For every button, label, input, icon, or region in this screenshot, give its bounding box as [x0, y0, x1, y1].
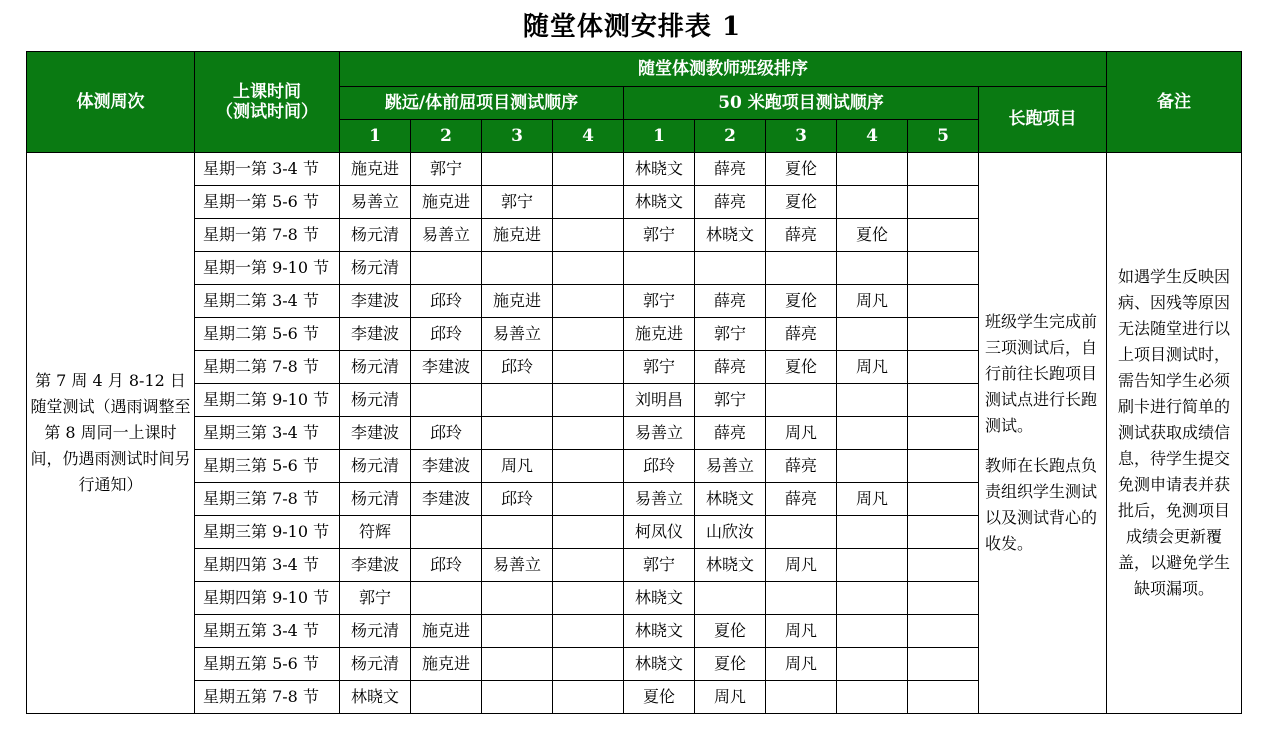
run-cell: 夏伦: [766, 186, 837, 219]
jump-cell: 杨元清: [340, 252, 411, 285]
run-cell: 山欣汝: [695, 516, 766, 549]
run-cell: 周凡: [695, 681, 766, 714]
jump-cell: 杨元清: [340, 483, 411, 516]
jump-cell: 郭宁: [411, 153, 482, 186]
run-cell: 薛亮: [766, 483, 837, 516]
header-jump: 跳远/体前屈项目测试顺序: [340, 87, 624, 120]
run-cell: 林晓文: [624, 615, 695, 648]
header-time-line2: （测试时间）: [216, 102, 318, 122]
run-cell: [837, 516, 908, 549]
header-jump-col-2: 2: [411, 120, 482, 153]
jump-cell: [411, 252, 482, 285]
jump-cell: 李建波: [340, 318, 411, 351]
run-cell: 夏伦: [695, 648, 766, 681]
header-time: [195, 52, 340, 153]
header-run-col-1: 1: [624, 120, 695, 153]
run-cell: 周凡: [766, 615, 837, 648]
run-cell: 林晓文: [624, 186, 695, 219]
jump-cell: 杨元清: [340, 384, 411, 417]
jump-cell: [482, 615, 553, 648]
run-cell: [908, 186, 979, 219]
jump-cell: [411, 582, 482, 615]
jump-cell: [411, 681, 482, 714]
table-row: [27, 153, 1242, 186]
header-longrun: 长跑项目: [979, 87, 1107, 153]
run-cell: 周凡: [837, 483, 908, 516]
run-cell: [766, 582, 837, 615]
header-jump-col-4: 4: [553, 120, 624, 153]
jump-cell: [553, 285, 624, 318]
run-cell: 林晓文: [624, 582, 695, 615]
time-cell: 星期三第 7-8 节: [195, 483, 340, 516]
jump-cell: [553, 483, 624, 516]
run-cell: 郭宁: [624, 285, 695, 318]
run-cell: 郭宁: [695, 384, 766, 417]
jump-cell: 邱玲: [482, 483, 553, 516]
header-run-col-5: 5: [908, 120, 979, 153]
time-cell: 星期四第 3-4 节: [195, 549, 340, 582]
run-cell: 夏伦: [766, 285, 837, 318]
jump-cell: [553, 318, 624, 351]
time-cell: 星期三第 3-4 节: [195, 417, 340, 450]
run-cell: 周凡: [837, 285, 908, 318]
run-cell: 郭宁: [624, 219, 695, 252]
run-cell: [837, 648, 908, 681]
jump-cell: [553, 219, 624, 252]
run-cell: 夏伦: [695, 615, 766, 648]
time-cell: 星期一第 3-4 节: [195, 153, 340, 186]
run-cell: [837, 384, 908, 417]
run-cell: 郭宁: [624, 549, 695, 582]
run-cell: [908, 351, 979, 384]
run-cell: 周凡: [766, 648, 837, 681]
run-cell: [695, 252, 766, 285]
jump-cell: [482, 384, 553, 417]
jump-cell: 林晓文: [340, 681, 411, 714]
run-cell: 郭宁: [624, 351, 695, 384]
run-cell: 刘明昌: [624, 384, 695, 417]
jump-cell: [482, 681, 553, 714]
jump-cell: [553, 648, 624, 681]
jump-cell: [553, 186, 624, 219]
jump-cell: 易善立: [482, 318, 553, 351]
run-cell: 林晓文: [695, 219, 766, 252]
jump-cell: [482, 153, 553, 186]
run-cell: [908, 483, 979, 516]
run-cell: 薛亮: [695, 351, 766, 384]
run-cell: [908, 417, 979, 450]
run-cell: 周凡: [766, 417, 837, 450]
run-cell: 易善立: [624, 417, 695, 450]
run-cell: [837, 153, 908, 186]
run-cell: 周凡: [837, 351, 908, 384]
run-cell: [908, 582, 979, 615]
run-cell: [908, 252, 979, 285]
run-cell: 夏伦: [837, 219, 908, 252]
run-cell: 林晓文: [695, 549, 766, 582]
jump-cell: 李建波: [340, 285, 411, 318]
run-cell: [908, 648, 979, 681]
page-title: 随堂体测安排表 1: [522, 12, 742, 42]
jump-cell: [553, 681, 624, 714]
jump-cell: 杨元清: [340, 450, 411, 483]
jump-cell: 施克进: [411, 186, 482, 219]
header-run-col-4: 4: [837, 120, 908, 153]
header-run-col-2: 2: [695, 120, 766, 153]
jump-cell: 杨元清: [340, 219, 411, 252]
time-cell: 星期五第 3-4 节: [195, 615, 340, 648]
run-cell: 薛亮: [695, 285, 766, 318]
jump-cell: [553, 516, 624, 549]
run-cell: [908, 516, 979, 549]
run-cell: 易善立: [695, 450, 766, 483]
jump-cell: 施克进: [482, 285, 553, 318]
jump-cell: 施克进: [411, 648, 482, 681]
jump-cell: [553, 252, 624, 285]
run-cell: 郭宁: [695, 318, 766, 351]
jump-cell: [553, 153, 624, 186]
time-cell: 星期一第 5-6 节: [195, 186, 340, 219]
jump-cell: [482, 417, 553, 450]
jump-cell: [553, 384, 624, 417]
time-cell: 星期五第 5-6 节: [195, 648, 340, 681]
run-cell: 薛亮: [766, 450, 837, 483]
run-cell: 周凡: [766, 549, 837, 582]
jump-cell: [553, 549, 624, 582]
run-cell: [908, 219, 979, 252]
jump-cell: 郭宁: [482, 186, 553, 219]
run-cell: [908, 681, 979, 714]
header-jump-col-1: 1: [340, 120, 411, 153]
jump-cell: 易善立: [482, 549, 553, 582]
run-cell: 薛亮: [695, 186, 766, 219]
jump-cell: [411, 384, 482, 417]
jump-cell: 郭宁: [340, 582, 411, 615]
time-cell: 星期二第 7-8 节: [195, 351, 340, 384]
jump-cell: 邱玲: [411, 285, 482, 318]
jump-cell: [411, 516, 482, 549]
run-cell: 薛亮: [766, 318, 837, 351]
run-cell: 林晓文: [624, 153, 695, 186]
jump-cell: 李建波: [411, 351, 482, 384]
jump-cell: 邱玲: [411, 549, 482, 582]
run-cell: [766, 516, 837, 549]
run-cell: [624, 252, 695, 285]
run-cell: 夏伦: [766, 351, 837, 384]
run-cell: [766, 252, 837, 285]
time-cell: 星期二第 9-10 节: [195, 384, 340, 417]
run-cell: [908, 549, 979, 582]
time-cell: 星期五第 7-8 节: [195, 681, 340, 714]
jump-cell: 邱玲: [411, 318, 482, 351]
run-cell: 易善立: [624, 483, 695, 516]
time-cell: 星期三第 9-10 节: [195, 516, 340, 549]
jump-cell: 易善立: [411, 219, 482, 252]
time-cell: 星期一第 9-10 节: [195, 252, 340, 285]
remark-cell: 如遇学生反映因病、因残等原因无法随堂进行以上项目测试时，需告知学生必须刷卡进行简单的测试获取成绩信息，待学生提交免测申请表并获批后，免测项目成绩会更新覆盖，以避免学生缺项漏项。: [1107, 153, 1242, 714]
run-cell: [837, 615, 908, 648]
run-cell: 施克进: [624, 318, 695, 351]
run-cell: [837, 186, 908, 219]
run-cell: 林晓文: [695, 483, 766, 516]
longrun-paragraph-2: 教师在长跑点负责组织学生测试以及测试背心的收发。: [985, 456, 1098, 553]
header-remark: 备注: [1107, 52, 1242, 153]
jump-cell: 李建波: [411, 483, 482, 516]
run-cell: [837, 582, 908, 615]
run-cell: 薛亮: [695, 153, 766, 186]
jump-cell: 邱玲: [411, 417, 482, 450]
jump-cell: [553, 417, 624, 450]
header-jump-col-3: 3: [482, 120, 553, 153]
jump-cell: [482, 648, 553, 681]
jump-cell: 杨元清: [340, 615, 411, 648]
longrun-paragraph-1: 班级学生完成前三项测试后，自行前往长跑项目测试点进行长跑测试。: [985, 312, 1098, 435]
time-cell: 星期二第 3-4 节: [195, 285, 340, 318]
jump-cell: [553, 582, 624, 615]
header-run-col-3: 3: [766, 120, 837, 153]
time-cell: 星期二第 5-6 节: [195, 318, 340, 351]
run-cell: [908, 615, 979, 648]
run-cell: [908, 384, 979, 417]
run-cell: 夏伦: [766, 153, 837, 186]
longrun-cell: [979, 153, 1107, 714]
jump-cell: [553, 450, 624, 483]
jump-cell: 李建波: [340, 417, 411, 450]
header-teacher-order: 随堂体测教师班级排序: [340, 52, 1107, 87]
run-cell: 薛亮: [695, 417, 766, 450]
schedule-table: [26, 51, 1242, 714]
jump-cell: [482, 582, 553, 615]
run-cell: [908, 285, 979, 318]
header-week: 体测周次: [27, 52, 195, 153]
time-cell: 星期三第 5-6 节: [195, 450, 340, 483]
run-cell: [766, 681, 837, 714]
header-run50: 50 米跑项目测试顺序: [624, 87, 979, 120]
jump-cell: 杨元清: [340, 648, 411, 681]
run-cell: [837, 417, 908, 450]
jump-cell: 邱玲: [482, 351, 553, 384]
jump-cell: 李建波: [340, 549, 411, 582]
run-cell: [837, 318, 908, 351]
header-time-line1: 上课时间: [233, 81, 301, 102]
schedule-body: [27, 153, 1242, 714]
run-cell: 夏伦: [624, 681, 695, 714]
run-cell: [695, 582, 766, 615]
time-cell: 星期一第 7-8 节: [195, 219, 340, 252]
run-cell: 邱玲: [624, 450, 695, 483]
jump-cell: 杨元清: [340, 351, 411, 384]
jump-cell: 施克进: [482, 219, 553, 252]
jump-cell: 符辉: [340, 516, 411, 549]
jump-cell: 李建波: [411, 450, 482, 483]
run-cell: 柯凤仪: [624, 516, 695, 549]
time-cell: 星期四第 9-10 节: [195, 582, 340, 615]
jump-cell: [482, 516, 553, 549]
week-cell: 第 7 周 4 月 8-12 日随堂测试（遇雨调整至第 8 周同一上课时间，仍遇雨测试时间另行通知）: [27, 153, 195, 714]
run-cell: [837, 450, 908, 483]
run-cell: [908, 318, 979, 351]
jump-cell: 施克进: [340, 153, 411, 186]
jump-cell: 周凡: [482, 450, 553, 483]
run-cell: [908, 153, 979, 186]
run-cell: [766, 384, 837, 417]
run-cell: [837, 681, 908, 714]
run-cell: 林晓文: [624, 648, 695, 681]
jump-cell: [553, 615, 624, 648]
run-cell: 薛亮: [766, 219, 837, 252]
run-cell: [837, 549, 908, 582]
jump-cell: [482, 252, 553, 285]
jump-cell: 易善立: [340, 186, 411, 219]
run-cell: [837, 252, 908, 285]
run-cell: [908, 450, 979, 483]
jump-cell: [553, 351, 624, 384]
jump-cell: 施克进: [411, 615, 482, 648]
